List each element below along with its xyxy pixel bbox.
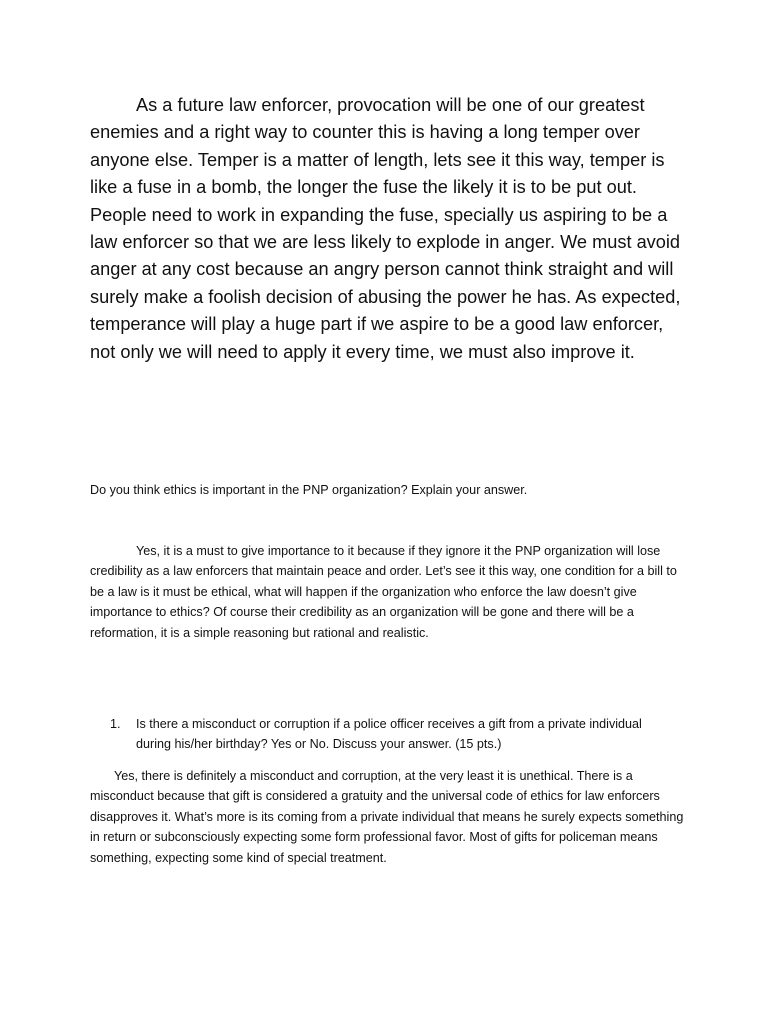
intro-paragraph: As a future law enforcer, provocation will be one of our greatest enemies and a right way to counter this is having a long temper over anyone else. Temper is a matter of length, lets see it this way, temper is like a fuse in a bomb, the longer the fuse the likely it is to be put out. People need to work in expanding the fuse, specially us aspiring to be a law enforcer so that we are less likely to explode in anger. We must avoid anger at any cost because an angry person cannot think straight and will surely make a foolish decision of abusing the power he has. As expected, temperance will play a huge part if we aspire to be a good law enforcer, not only we will need to apply it every time, we must also improve it. bbox=[90, 95, 681, 362]
answer-gift: Yes, there is definitely a misconduct and corruption, at the very least it is unethical. There is a misconduct because that gift is considered a gratuity and the universal code of ethics for law enforcers disapproves it. What’s more is its coming from a private individual that means he surely expects something in return or subconsciously expecting some form professional favor. Most of gifts for policeman means something, expecting some kind of special treatment. bbox=[90, 769, 684, 865]
numbered-question bbox=[110, 714, 650, 755]
question-ethics: Do you think ethics is important in the PNP organization? Explain your answer. bbox=[90, 483, 528, 497]
question-number: 1. bbox=[110, 717, 121, 731]
question-gift: Is there a misconduct or corruption if a police officer receives a gift from a private individual during his/her birthday? Yes or No. Discuss your answer. (15 pts.) bbox=[136, 717, 642, 752]
answer-ethics: Yes, it is a must to give importance to it because if they ignore it the PNP organization will lose credibility as a law enforcers that maintain peace and order. Let’s see it this way, one condition for a bill to be a law is it must be ethical, what will happen if the organization who enforce the law doesn’t give importance to ethics? Of course their credibility as an organization will be gone and there will be a reformation, it is a simple reasoning but rational and realistic. bbox=[90, 544, 677, 640]
